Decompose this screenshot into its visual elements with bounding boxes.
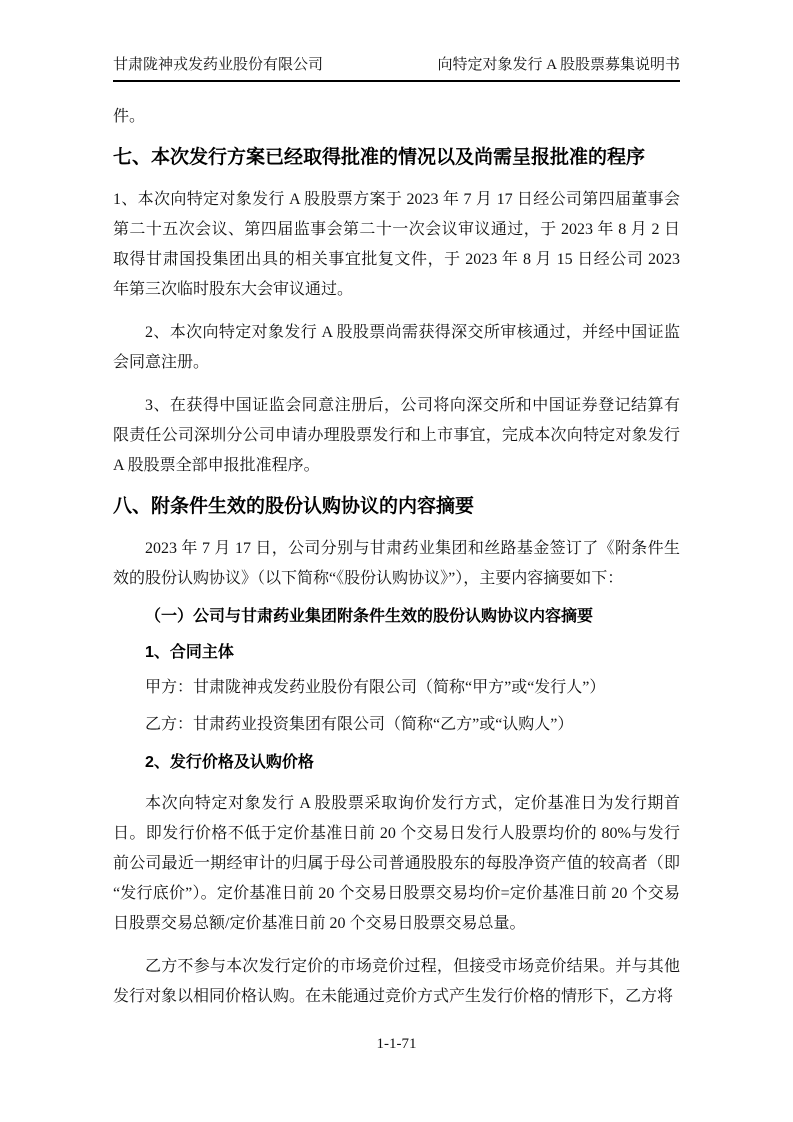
section-8-sub1-heading: （一）公司与甘肃药业集团附条件生效的股份认购协议内容摘要 — [145, 608, 594, 625]
section-7-paragraph-3: 3、在获得中国证监会同意注册后，公司将向深交所和中国证券登记结算有限责任公司深圳分公司申请办理股票发行和上市事宜，完成本次向特定对象发行 A 股股票全部申报批准程序。 — [113, 397, 680, 474]
clause-2-paragraph-1: 本次向特定对象发行 A 股股票采取询价发行方式，定价基准日为发行期首日。即发行价格不低于定价基准日前 20 个交易日发行人股票均价的 80%与发行前公司最近一期经审计的归属于母公司普通股股东的每股净资产值的较高者（即“发行底价”）。定价基准日前 20 个交易日股票交易均价=定价基准日前 20 个交易日股票交易总额/定价基准日前 20 个交易日股票交易总量。 — [113, 795, 680, 932]
party-a-line: 甲方：甘肃陇神戎发药业股份有限公司（简称“甲方”或“发行人”） — [145, 679, 606, 696]
header-document-title: 向特定对象发行 A 股股票募集说明书 — [437, 57, 680, 73]
clause-2-paragraph-2: 乙方不参与本次发行定价的市场竞价过程，但接受市场竞价结果。并与其他发行对象以相同价格认购。在未能通过竞价方式产生发行价格的情形下，乙方将 — [113, 958, 680, 1005]
page-header — [113, 55, 680, 82]
section-7-paragraph-2: 2、本次向特定对象发行 A 股股票尚需获得深交所审核通过，并经中国证监会同意注册。 — [113, 324, 680, 371]
page-number: 1-1-71 — [376, 1036, 417, 1052]
section-8-heading: 八、附条件生效的股份认购协议的内容摘要 — [113, 496, 475, 517]
party-b-line: 乙方：甘肃药业投资集团有限公司（简称“乙方”或“认购人”） — [145, 716, 574, 733]
header-company-name: 甘肃陇神戎发药业股份有限公司 — [113, 57, 324, 73]
page-footer — [0, 1036, 793, 1053]
clause-2-heading: 2、发行价格及认购价格 — [145, 754, 314, 771]
section-8-intro-paragraph: 2023 年 7 月 17 日，公司分别与甘肃药业集团和丝路基金签订了《附条件生效的股份认购协议》（以下简称“《股份认购协议》”），主要内容摘要如下： — [113, 540, 680, 587]
clause-1-heading: 1、合同主体 — [145, 644, 234, 661]
section-7-heading: 七、本次发行方案已经取得批准的情况以及尚需呈报批准的程序 — [113, 147, 646, 168]
paragraph-continuation: 件。 — [113, 108, 146, 125]
section-7-paragraph-1: 1、本次向特定对象发行 A 股股票方案于 2023 年 7 月 17 日经公司第四届董事会第二十五次会议、第四届监事会第二十一次会议审议通过，于 2023 年 8 月 2 日取得甘肃国投集团出具的相关事宜批复文件，于 2023 年 8 月 15 日经公司 2023 年第三次临时股东大会审议通过。 — [113, 191, 680, 298]
